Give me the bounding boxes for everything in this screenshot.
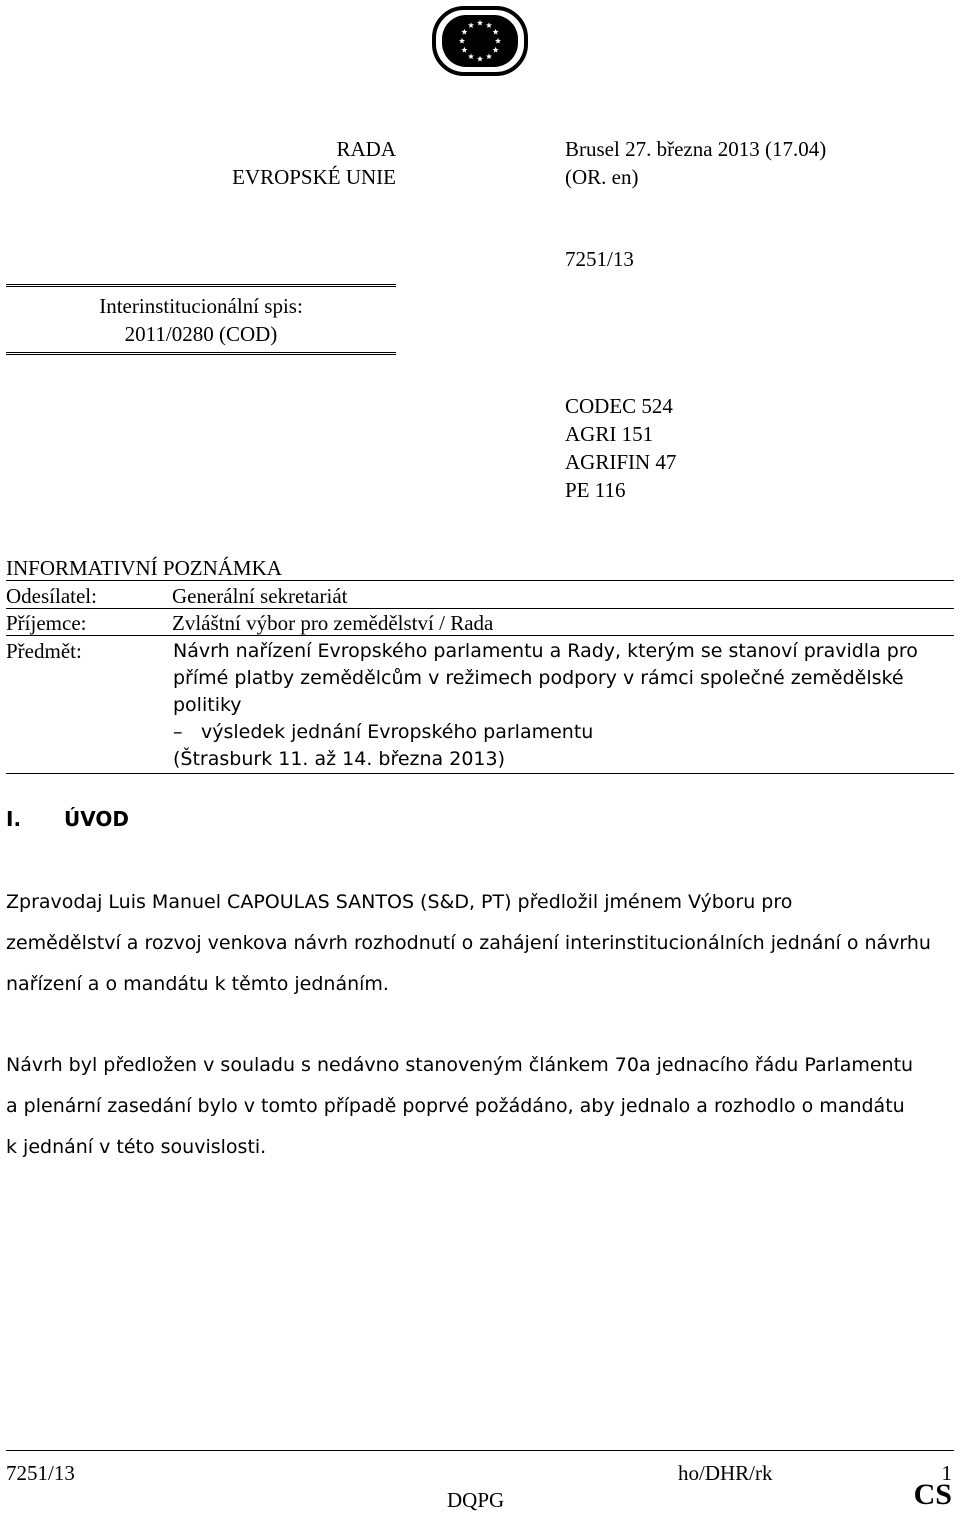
recipient-label: Příjemce:	[6, 611, 87, 635]
interinst-top-rule	[6, 284, 396, 287]
note-top-rule	[6, 580, 954, 581]
paragraph-line: k jednání v této souvislosti.	[6, 1136, 267, 1158]
sender-value: Generální sekretariát	[172, 584, 348, 608]
place-date-block	[565, 135, 945, 191]
subject-text	[173, 638, 953, 773]
footer-directorate: DQPG	[447, 1488, 505, 1512]
recipient-rule	[6, 635, 954, 636]
interinst-bottom-rule	[6, 352, 396, 355]
paragraph-line: Zpravodaj Luis Manuel CAPOULAS SANTOS (S&D, PT) předložil jménem Výboru pro	[6, 891, 793, 913]
recipient-value: Zvláštní výbor pro zemědělství / Rada	[172, 611, 494, 635]
footer-language-code: CS	[913, 1478, 952, 1511]
place-date: Brusel 27. března 2013 (17.04)	[565, 137, 827, 161]
codes-block	[565, 392, 676, 504]
interinst-number: 2011/0280 (COD)	[124, 322, 278, 346]
subject-label: Předmět:	[6, 639, 82, 663]
note-title: INFORMATIVNÍ POZNÁMKA	[6, 556, 282, 580]
subject-dash: –	[173, 721, 183, 743]
org-line2: EVROPSKÉ UNIE	[232, 165, 396, 189]
paragraph-2	[6, 1045, 956, 1168]
footer-doc-number: 7251/13	[6, 1461, 75, 1485]
section-title: ÚVOD	[64, 807, 129, 831]
subject-line: přímé platby zemědělcům v režimech podpory v rámci společné zemědělské	[173, 667, 904, 689]
org-line1: RADA	[336, 137, 396, 161]
subject-line: politiky	[173, 694, 242, 716]
code-item: AGRIFIN 47	[565, 450, 677, 474]
paragraph-line: zemědělství a rozvoj venkova návrh rozhodnutí o zahájení interinstitucionálních jednání o návrhu	[6, 932, 931, 954]
footer-rule	[6, 1450, 954, 1451]
subject-line: Návrh nařízení Evropského parlamentu a Rady, kterým se stanoví pravidla pro	[173, 640, 918, 662]
paragraph-line: a plenární zasedání bylo v tomto případě poprvé požádáno, aby jednalo a rozhodlo o mandátu	[6, 1095, 905, 1117]
org-name	[100, 135, 396, 191]
sender-label: Odesílatel:	[6, 584, 97, 608]
interinst-block	[6, 292, 396, 348]
note-bottom-rule	[6, 773, 954, 774]
footer-page-number: 1	[941, 1461, 952, 1485]
original-language: (OR. en)	[565, 165, 639, 189]
code-item: PE 116	[565, 478, 626, 502]
subject-result	[173, 719, 953, 746]
subject-result-line: (Štrasburk 11. až 14. března 2013)	[173, 748, 506, 770]
section-number: I.	[6, 807, 22, 831]
code-item: CODEC 524	[565, 394, 673, 418]
paragraph-1	[6, 882, 956, 1005]
doc-number: 7251/13	[565, 247, 634, 271]
subject-result-line: výsledek jednání Evropského parlamentu	[201, 721, 594, 743]
council-eu-emblem-icon	[410, 2, 550, 82]
code-item: AGRI 151	[565, 422, 654, 446]
paragraph-line: nařízení a o mandátu k těmto jednáním.	[6, 973, 389, 995]
section-heading	[6, 806, 129, 833]
footer-initials: ho/DHR/rk	[678, 1461, 773, 1485]
interinst-label: Interinstitucionální spis:	[99, 294, 303, 318]
paragraph-line: Návrh byl předložen v souladu s nedávno stanoveným článkem 70a jednacího řádu Parlamentu	[6, 1054, 914, 1076]
